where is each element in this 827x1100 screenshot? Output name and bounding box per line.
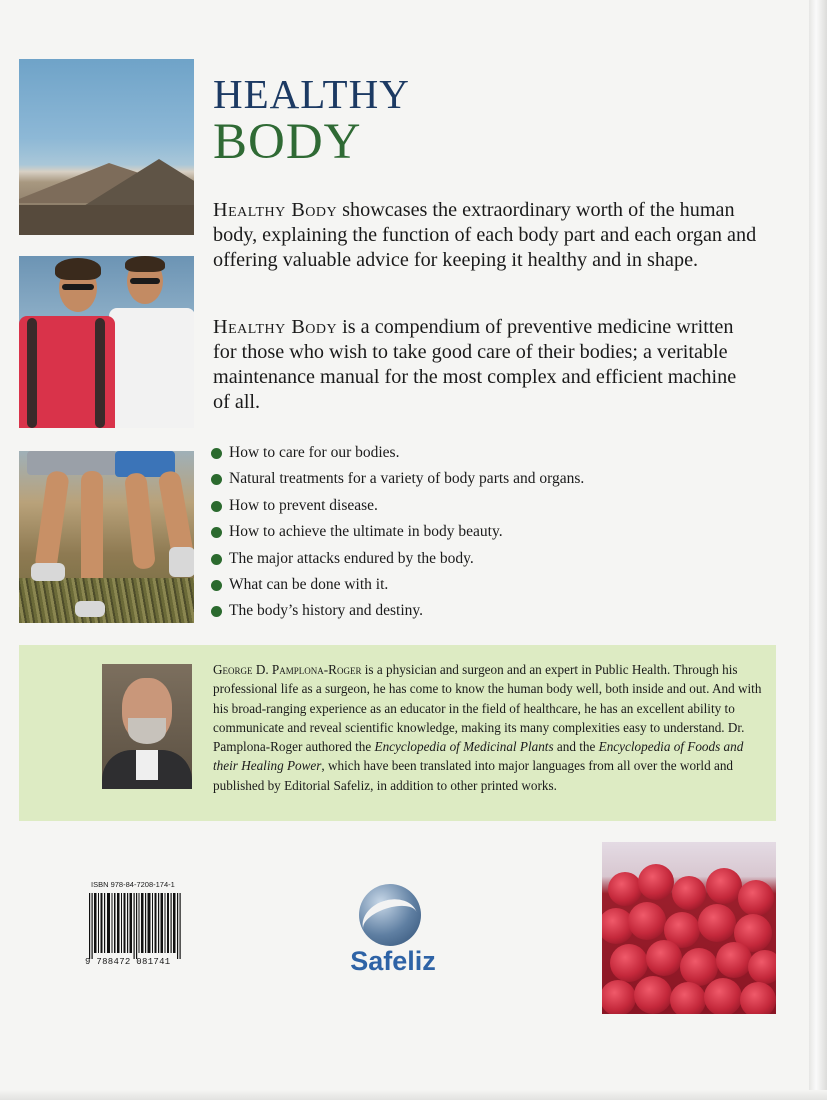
title-line-1: HEALTHY xyxy=(213,71,410,117)
intro-paragraph-1 xyxy=(213,198,758,273)
list-item: What can be done with it. xyxy=(211,572,771,598)
runners-legs-photo xyxy=(19,451,194,623)
list-item: Natural treatments for a variety of body parts and organs. xyxy=(211,466,771,492)
author-name: George D. Pamplona-Roger xyxy=(213,662,362,677)
bullet-icon xyxy=(211,474,222,485)
book-reference: Encyclopedia of Medicinal Plants xyxy=(374,739,554,755)
bullet-icon xyxy=(211,501,222,512)
raspberries-photo xyxy=(602,842,776,1014)
publisher-name: Safeliz xyxy=(350,946,436,976)
list-item: How to care for our bodies. xyxy=(211,440,771,466)
bullet-icon xyxy=(211,554,222,565)
page-edge-bottom xyxy=(0,1090,827,1100)
publisher-logo xyxy=(338,880,448,980)
paragraph-text: showcases the extraordinary worth of the human body, explaining the function of each body part and each organ and offering valuable advice for keeping it healthy and in shape. xyxy=(213,199,757,271)
bullet-icon xyxy=(211,606,222,617)
bullet-icon xyxy=(211,448,222,459)
mountain-photo xyxy=(19,59,194,235)
page-edge-right xyxy=(809,0,827,1100)
paragraph-text: is a compendium of preventive medicine written for those who wish to take good care of their bodies; a veritable maintenance manual for the most complex and efficient machine of all. xyxy=(213,316,737,413)
author-bio: George D. Pamplona-Roger is a physician and surgeon and an expert in Public Health. Through his professional life as a surgeon, he has come to know the human body well, both inside and out. And with his broad-ranging experience as an educator in the field of healthcare, he has an excellent ability to communicate and reveal scientific knowledge, making its many complexities easy to understand. Dr. Pamplona-Roger authored the Encyclopedia of Medicinal Plants and the Encyclopedia of Foods and their Healing Power, which have been translated into major languages from all over the world and published by Editorial Safeliz, in addition to other printed works. xyxy=(213,662,762,793)
book-name: Healthy Body xyxy=(213,316,338,338)
intro-paragraph-2 xyxy=(213,315,758,415)
book-reference: Encyclopedia of Foods and their Healing Power xyxy=(213,739,744,774)
barcode xyxy=(85,880,185,976)
list-item: The body’s history and destiny. xyxy=(211,598,771,624)
barcode-bars xyxy=(87,893,183,961)
list-item: The major attacks endured by the body. xyxy=(211,546,771,572)
author-portrait xyxy=(102,664,192,789)
book-title xyxy=(213,72,410,168)
feature-list xyxy=(211,440,771,625)
bullet-icon xyxy=(211,580,222,591)
bullet-icon xyxy=(211,527,222,538)
list-item: How to prevent disease. xyxy=(211,493,771,519)
isbn-text: ISBN 978-84-7208-174-1 xyxy=(91,880,175,889)
title-line-2: BODY xyxy=(213,114,362,170)
barcode-number: 9 788472 081741 xyxy=(85,957,171,967)
runners-photo xyxy=(19,256,194,428)
book-name: Healthy Body xyxy=(213,199,338,221)
list-item: How to achieve the ultimate in body beauty. xyxy=(211,519,771,545)
